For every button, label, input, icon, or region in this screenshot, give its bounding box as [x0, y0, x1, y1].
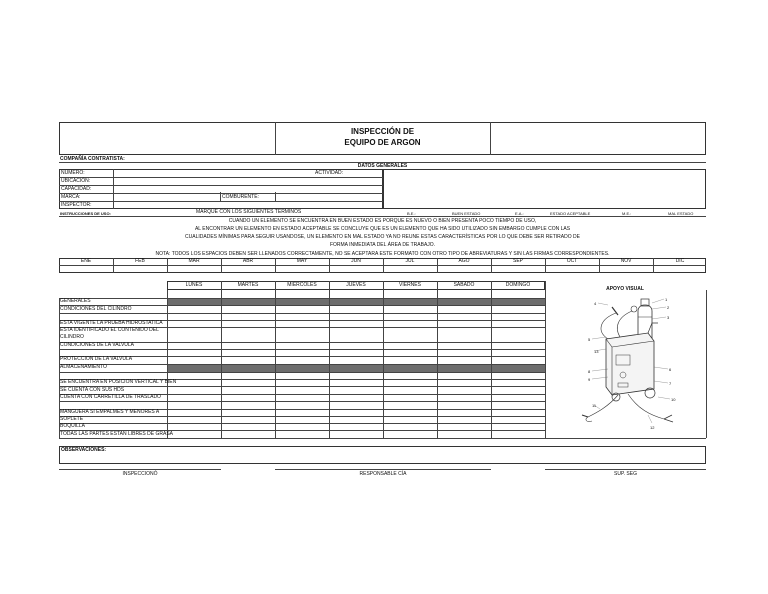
item-hds: SE CUENTA CON SUS HDS: [60, 387, 125, 393]
day-miercoles: MIÉRCOLES: [287, 282, 317, 288]
month-sep: SEP: [512, 258, 523, 264]
callout-13: 13: [594, 349, 599, 354]
day-domingo: DOMINGO: [505, 282, 531, 288]
day-martes: MARTES: [237, 282, 259, 288]
observations-label: OBSERVACIONES:: [61, 447, 107, 453]
legend-be-text: BUEN ESTADO: [452, 211, 481, 216]
legend-me-abbr: M.E.:: [622, 211, 632, 216]
general-data-title: DATOS GENERALES: [357, 163, 408, 169]
signature-inspecciono: INSPECCIONÓ: [122, 471, 158, 477]
signature-line-responsable: [275, 469, 491, 470]
day-lunes: LUNES: [185, 282, 203, 288]
company-label: COMPAÑÍA CONTRATISTA:: [60, 156, 125, 162]
observations-box: [59, 446, 706, 464]
month-abr: ABR: [242, 258, 254, 264]
marca-label: MARCA:: [61, 194, 81, 200]
month-jul: JUL: [405, 258, 415, 264]
item-condiciones-cilindro: CONDICIONES DEL CILINDRO: [60, 306, 132, 312]
capacidad-label: CAPACIDAD:: [61, 186, 92, 192]
callout-5: 5: [588, 337, 591, 342]
callout-10: 10: [671, 397, 676, 402]
item-cilindro: CILINDRO: [60, 334, 84, 340]
callout-8: 8: [588, 369, 591, 374]
instructions-note: NOTA: TODOS LOS ESPACIOS DEBEN SER LLENADOS CORRECTAMENTE, NO SE ACEPTARA ESTE FORMATO CON OTRO TIPO DE ABREVIATURAS Y SIN LAS FIRMAS CORRESPONDIENTES.: [155, 251, 610, 257]
signature-line-inspecciono: [59, 469, 221, 470]
callout-12: 12: [650, 425, 655, 430]
item-identificado-contenido: ESTA IDENTIFICADO EL CONTENIDO DEL: [60, 327, 159, 333]
callout-1: 1: [665, 297, 668, 302]
visual-aid-title: APOYO VISUAL: [606, 286, 644, 292]
item-manguera: MANGUERA SI EMPALMES Y MENORES A: [60, 409, 160, 415]
month-may: MAY: [296, 258, 308, 264]
general-data-right: [383, 169, 706, 209]
instructions-heading: MARQUE CON LOS SIGUIENTES TERMINOS: [196, 209, 302, 215]
instructions-line1: CUANDO UN ELEMENTO SE ENCUENTRA EN BUEN ESTADO ES PORQUE ES NUEVO O BIEN PRESENTA POCO TIEMPO DE USO,: [228, 218, 537, 224]
month-feb: FEB: [135, 258, 145, 264]
item-posicion-vertical: SE ENCUENTRA EN POSICION VERTICAL Y BIEN: [60, 379, 177, 385]
callout-6: 6: [669, 367, 672, 372]
legend-ea-text: ESTADO ACEPTABLE: [550, 211, 591, 216]
item-proteccion-valvula: PROTECCION DE LA VALVULA: [60, 356, 133, 362]
instructions-line3: CUALIDADES MÍNIMAS PARA SEGUIR USANDOSE, UN ELEMENTO EN MAL ESTADO YA NO REUNE ESTAS CARACTERÍSTICAS POR LO QUE DEBE SER RETIRADO DE: [185, 234, 580, 240]
month-nov: NOV: [620, 258, 632, 264]
instructions-line2: AL ENCONTRAR UN ELEMENTO EN ESTADO ACEPTABLE SE CONCLUYE QUE ES UN ELEMENTO QUE HA SIDO UTILIZADO SIN EMBARGO CUMPLE CON LAS: [194, 226, 571, 232]
month-mar: MAR: [188, 258, 200, 264]
callout-2: 2: [667, 305, 670, 310]
signature-responsable: RESPONSABLE CÍA: [359, 471, 407, 477]
numero-label: NUMERO:: [61, 170, 85, 176]
actividad-label: ACTIVIDAD:: [315, 170, 344, 176]
callout-3: 3: [667, 315, 670, 320]
item-carretilla: CUENTA CON CARRETILLA DE TRASLADO: [60, 394, 161, 400]
month-ene: ENE: [80, 258, 92, 264]
instructions-label: INSTRUCCIONES DE USO:: [60, 211, 111, 216]
almacenamiento-shade: [167, 364, 545, 372]
item-almacenamiento: ALMACENAMIENTO: [60, 364, 107, 370]
callout-4: 4: [594, 301, 597, 306]
day-viernes: VIERNES: [399, 282, 421, 288]
form-title-line1: INSPECCIÓN DE: [350, 127, 415, 136]
month-jun: JUN: [351, 258, 361, 264]
legend-me-text: MAL ESTADO: [668, 211, 694, 216]
callout-11: 11: [592, 403, 597, 408]
legend-ea-abbr: E.A.:: [515, 211, 524, 216]
item-grasa: TODAS LAS PARTES ESTAN LIBRES DE GRASA: [60, 431, 173, 437]
signature-sup-seg: SUP. SEG: [614, 471, 637, 477]
inspector-label: INSPECTOR:: [61, 202, 92, 208]
month-oct: OCT: [566, 258, 578, 264]
item-prueba-hidrostatica: ESTA VIGENTE LA PRUEBA HIDROSTATICA: [60, 320, 163, 326]
item-soplete: SOPLETE: [60, 416, 84, 422]
item-generales: GENERALES: [60, 298, 91, 304]
day-sabado: SÁBADO: [453, 282, 475, 288]
callout-7: 7: [669, 381, 672, 386]
month-ago: AGO: [458, 258, 470, 264]
ubicacion-label: UBICACIÓN:: [61, 178, 91, 184]
legend-be-abbr: B.E.:: [407, 211, 416, 216]
comburente-label: COMBURENTE:: [222, 194, 259, 200]
item-condiciones-valvula: CONDICIONES DE LA VALVULA: [60, 342, 135, 348]
generales-shade: [167, 298, 545, 305]
form-title-line2: EQUIPO DE ARGON: [344, 138, 421, 147]
callout-9: 9: [588, 377, 591, 382]
signature-line-sup-seg: [545, 469, 706, 470]
instructions-line4: FORMA INMEDIATA DEL ÁREA DE TRABAJO.: [329, 242, 436, 248]
month-dic: DIC: [675, 258, 685, 264]
item-boquilla: BOQUILLA: [60, 423, 86, 429]
day-jueves: JUEVES: [346, 282, 366, 288]
